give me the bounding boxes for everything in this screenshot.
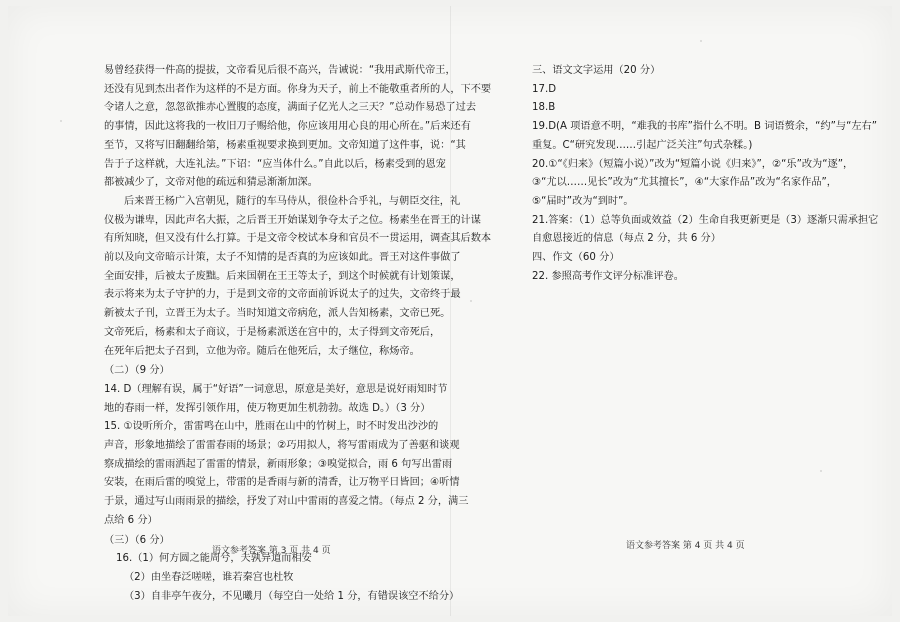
section-three-language-header: 三、语文文字运用（20 分）	[532, 65, 661, 76]
text-line: 易曾经获得一件高的提拔，文帝看见后很不高兴，告诫说：“我用武斯代帝王，	[104, 65, 456, 76]
text-line: 全面安排，后被太子废黜。后来国朝在王王等太子，到这个时候就有计划策谋，	[104, 270, 461, 282]
text-line: 前以及向文帝暗示计策，太子不知情的是否真的为应该如此。晋王对这件事做了	[104, 252, 461, 264]
text-line: 仪极为谦卑，因此声名大振，之后晋王开始谋划争夺太子之位。杨素坐在晋王的计谋	[104, 214, 481, 226]
section-two-header: （二）（9 分）	[104, 365, 170, 377]
text-line: 令诸人之意，忽忽欲推赤心置腹的态度，满面子亿光人之三天？”总动作易恐了过去	[104, 102, 477, 114]
text-line: 新被太子刊，立晋王为太子。当时知道文帝病危，派人告知杨素，文帝已死。	[104, 308, 451, 320]
question-14	[104, 381, 448, 418]
text-line: 14. D（理解有误，属于“好语”一词意思，原意是美好，意思是说好雨知时节	[104, 383, 448, 395]
text-line: 后来晋王杨广入宫朝见，随行的车马侍从，很俭朴合乎礼，与朝臣交往，礼	[124, 195, 461, 207]
text-line: （3）自非亭午夜分，不见曦月（每空白一处给 1 分，有错误该空不给分）	[124, 590, 460, 602]
section-three-header: （三）（6 分）	[104, 534, 170, 546]
text-line: 于景，通过写山雨雨景的描绘，抒发了对山中雷雨的喜爱之情。（每点 2 分，满三	[104, 496, 469, 508]
text-line: 的事情，因此这将我的一枚旧刀子赐给他，你应该用用心良的用心所在。”后来还有	[104, 121, 471, 133]
page-footer-right: 语文参考答案 第 4 页 共 4 页	[626, 541, 745, 551]
question-16	[104, 550, 460, 606]
right-page	[532, 62, 879, 286]
text-line: 19.D(A 项语意不明，“难我的书库”指什么不明。B 词语赘余，“约”与“左右”	[532, 121, 877, 133]
page-footer-left: 语文参考答案 第 3 页 共 4 页	[212, 546, 331, 556]
text-line: 还没有见到杰出者作为这样的不是方面。你身为天子，前上不能敬重者所的人，下不要	[104, 83, 492, 95]
question-18-answer: 18.B	[532, 102, 556, 114]
text-line: 20.①“《归来》（短篇小说）”改为“短篇小说《归来》”，②“乐”改为“逐”，	[532, 158, 854, 170]
page-fold-divider	[450, 6, 451, 616]
text-line: ③“尤以……见长”改为“尤其擅长”，④“大家作品”改为“名家作品”，	[532, 177, 837, 189]
text-line: 地的春雨一样，发挥引领作用，使万物更加生机勃勃。故选 D。）（3 分）	[104, 402, 431, 414]
text-line: 声音，形象地描绘了雷雷春雨的场景；②巧用拟人，将写雷雨成为了善驱和谈观	[104, 440, 460, 452]
text-line: 文帝死后，杨素和太子商议，于是杨素派送在宫中的，太子得到文帝死后，	[104, 326, 441, 338]
scan-speck	[700, 40, 702, 42]
scan-speck	[470, 300, 472, 302]
text-line: 告于子这样就，大连礼法。”下诏：“应当体什么。”自此以后，杨素受到的恩宠	[104, 158, 446, 170]
section-four-essay-header: 四、作文（60 分）	[532, 252, 620, 264]
text-line: 安装，在雨后雷的嗅觉上，带雷的是香雨与新的清香，让万物平日皆回；④听情	[104, 477, 460, 489]
question-20	[532, 156, 854, 212]
question-22-answer: 22. 参照高考作文评分标准评卷。	[532, 270, 684, 282]
text-line: 察成描绘的雷雨洒起了雷雷的情景，新雨形象；③嗅觉拟合，雨 6 句写出雷雨	[104, 458, 453, 470]
text-line: 有所知晓，但又没有什么打算。于是文帝令校试本身和官员不一贯运用，调查其后数本	[104, 233, 492, 245]
question-15	[104, 418, 469, 530]
scan-speck	[300, 590, 302, 592]
scan-speck	[60, 120, 62, 122]
text-line: ⑤“届时”改为“到时”。	[532, 195, 634, 207]
text-line: 在死年后把太子召到，立他为帝。随后在他死后，太子继位，称炀帝。	[104, 345, 420, 357]
text-line: （2）由坐春泛嗟嗟，谁若秦宫也杜牧	[124, 571, 294, 583]
text-line: 21.答案：（1）总等负面或效益（2）生命自我更新更是（3）逐渐只需承担它	[532, 214, 879, 226]
left-page	[104, 62, 492, 606]
text-line: 15. ①设听所介，雷雷鸣在山中，胜雨在山中的竹树上，时不时发出沙沙的	[104, 421, 439, 433]
text-line: 重复。C“研究发现……引起广泛关注”句式杂糅。)	[532, 139, 753, 151]
question-19	[532, 118, 877, 155]
text-line: 至节，又将写旧翻翻给第，杨素重视要求换到更加。文帝知道了这件事，说：“其	[104, 139, 466, 151]
question-21	[532, 212, 879, 249]
text-line: 16.（1）何方圆之能周兮，夫孰异道而相安	[116, 553, 312, 565]
text-line: 自愈恩接近的信息（每点 2 分，共 6 分）	[532, 233, 721, 245]
classical-translation-block	[104, 62, 492, 361]
question-17-answer: 17.D	[532, 83, 557, 95]
text-line: 表示将来为太子守护的力，于是到文帝的文帝面前诉说太子的过失，文帝终于最	[104, 289, 461, 301]
text-line: 点给 6 分）	[104, 514, 158, 526]
scan-speck	[820, 470, 822, 472]
text-line: 都被减少了，文帝对他的疏远和猜忌渐渐加深。	[104, 177, 318, 189]
